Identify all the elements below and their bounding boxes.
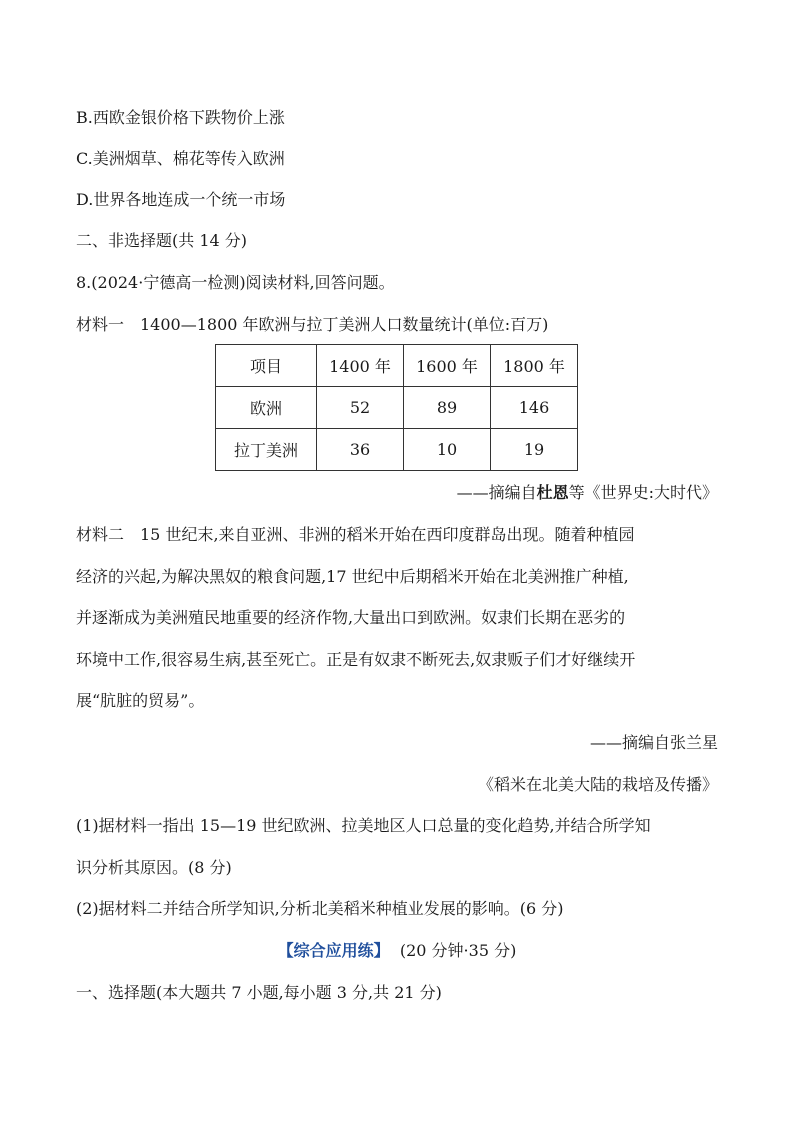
comprehensive-heading [0,940,794,962]
table-cell: 欧洲 [216,387,317,429]
material-2-line: 材料二 15 世纪末,来自亚洲、非洲的稻米开始在西印度群岛出现。随着种植园 [76,525,635,544]
table-row [216,429,578,471]
source-author: 杜恩 [536,483,569,502]
section-heading-choice: 一、选择题(本大题共 7 小题,每小题 3 分,共 21 分) [76,983,442,1002]
option-b: B.西欧金银价格下跌物价上涨 [76,108,285,127]
option-c: C.美洲烟草、棉花等传入欧洲 [76,149,285,168]
material-2-line: 经济的兴起,为解决黑奴的粮食问题,17 世纪中后期稻米开始在北美洲推广种植, [76,567,629,586]
table-cell: 89 [404,387,491,429]
comprehensive-label: 【综合应用练】 [277,941,390,960]
material-2-line: 环境中工作,很容易生病,甚至死亡。正是有奴隶不断死去,奴隶贩子们才好继续开 [76,650,636,669]
table-header-cell: 1600 年 [404,345,491,387]
source-prefix: ——摘编自 [456,483,537,502]
material-2-line: 展“肮脏的贸易”。 [76,691,205,710]
source-suffix: 等《世界史:大时代》 [568,483,718,502]
sub-question-1-line: (1)据材料一指出 15—19 世纪欧洲、拉美地区人口总量的变化趋势,并结合所学知 [76,816,651,835]
table-header-cell: 1400 年 [317,345,404,387]
table-header-cell: 1800 年 [491,345,578,387]
table-cell: 146 [491,387,578,429]
table-cell: 52 [317,387,404,429]
sub-question-1-line: 识分析其原因。(8 分) [76,858,232,877]
table-cell: 36 [317,429,404,471]
question-8-stem: 8.(2024·宁德高一检测)阅读材料,回答问题。 [76,273,395,292]
table-cell: 10 [404,429,491,471]
option-d: D.世界各地连成一个统一市场 [76,190,286,209]
comprehensive-time: (20 分钟·35 分) [399,941,517,960]
material-2-source-title: 《稻米在北美大陆的栽培及传播》 [477,775,718,794]
table-row [216,387,578,429]
table-header-row [216,345,578,387]
material-2-line: 并逐渐成为美洲殖民地重要的经济作物,大量出口到欧洲。奴隶们长期在恶劣的 [76,608,626,627]
population-table [215,344,578,471]
table-cell: 拉丁美洲 [216,429,317,471]
material-1-title: 材料一 1400—1800 年欧洲与拉丁美洲人口数量统计(单位:百万) [76,315,549,334]
section-heading-non-choice: 二、非选择题(共 14 分) [76,231,248,250]
material-2-source-author: ——摘编自张兰星 [589,733,718,752]
table-cell: 19 [491,429,578,471]
sub-question-2: (2)据材料二并结合所学知识,分析北美稻米种植业发展的影响。(6 分) [76,899,564,918]
material-1-source [457,482,718,504]
table-header-cell: 项目 [216,345,317,387]
